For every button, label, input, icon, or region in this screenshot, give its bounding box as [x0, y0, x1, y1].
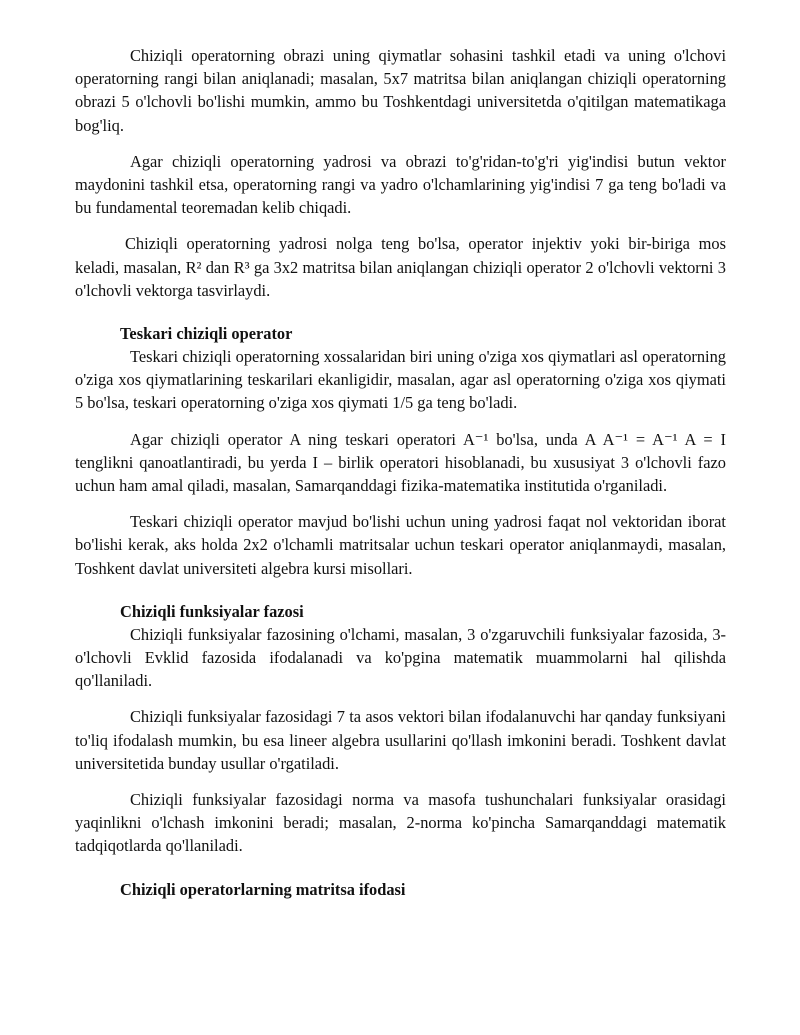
paragraph-basis-vectors: Chiziqli funksiyalar fazosidagi 7 ta asos vektori bilan ifodalanuvchi har qanday funksiyani to'liq ifodalash mumkin, bu esa lineer algebra usullarini qo'llash imkonini beradi. Toshkent davlat universitetida bunday usullar o'rgatiladi. — [75, 707, 726, 773]
paragraph-operator-image: Chiziqli operatorning obrazi uning qiymatlar sohasini tashkil etadi va uning o'lchovi operatorning rangi bilan aniqlanadi; masalan, 5x7 matritsa bilan aniqlangan chiziqli operatorning obrazi 5 o'lchovli bo'lishi mumkin, ammo bu Toshkentdagi universitetda o'qitilgan matematikaga bog'liq. — [75, 46, 726, 135]
paragraph-kernel-zero: Chiziqli operatorning yadrosi nolga teng bo'lsa, operator injektiv yoki bir-biriga mos keladi, masalan, R² dan R³ ga 3x2 matritsa bilan aniqlangan chiziqli operator 2 o'lchovli vektorni 3 o'lchovli vektorga tasvirlaydi. — [75, 234, 726, 300]
paragraph-inverse-identity: Agar chiziqli operator A ning teskari operatori A⁻¹ bo'lsa, unda A A⁻¹ = A⁻¹ A = I tenglikni qanoatlantiradi, bu yerda I – birlik operatori hisoblanadi, bu xususiyat 3 o'lchovli fazo uchun ham amal qiladi, masalan, Samarqanddagi fizika-matematika institutida o'rganiladi. — [75, 429, 726, 496]
paragraph-inverse-eigenvalues: Teskari chiziqli operatorning xossalaridan biri uning o'ziga xos qiymatlari asl operatorning o'ziga xos qiymatlarining teskarilari ekanligidir, masalan, agar asl operatorning o'ziga xos qiymati 5 bo'lsa, teskari operatorning o'ziga xos qiymati 1/5 ga teng bo'ladi. — [75, 347, 726, 413]
heading-inverse-operator: Teskari chiziqli operator — [120, 324, 293, 344]
paragraph-norm-distance: Chiziqli funksiyalar fazosidagi norma va masofa tushunchalari funksiyalar orasidagi yaqinlikni o'lchash imkonini beradi; masalan, 2-norma ko'pincha Samarqanddagi matematik tadqiqotlarda qo'llaniladi. — [75, 790, 726, 856]
paragraph-inverse-existence: Teskari chiziqli operator mavjud bo'lishi uchun uning yadrosi faqat nol vektoridan iborat bo'lishi kerak, aks holda 2x2 o'lchamli matritsalar uchun teskari operator aniqlanmaydi, masalan, Toshkent davlat universiteti algebra kursi misollari. — [75, 512, 726, 578]
document-body — [75, 44, 726, 901]
heading-matrix-representation: Chiziqli operatorlarning matritsa ifodasi — [120, 879, 406, 899]
paragraph-rank-nullity: Agar chiziqli operatorning yadrosi va obrazi to'g'ridan-to'g'ri yig'indisi butun vektor maydonini tashkil etsa, operatorning rangi va yadro o'lchamlarining yig'indisi 7 ga teng bo'ladi va bu fundamental teoremadan kelib chiqadi. — [75, 151, 726, 218]
heading-function-space: Chiziqli funksiyalar fazosi — [120, 601, 304, 621]
paragraph-function-space-dimension: Chiziqli funksiyalar fazosining o'lchami, masalan, 3 o'zgaruvchili funksiyalar fazosida, 3-o'lchovli Evklid fazosida ifodalanadi va ko'pgina matematik muammolarni hal qilishda qo'llaniladi. — [75, 624, 726, 691]
